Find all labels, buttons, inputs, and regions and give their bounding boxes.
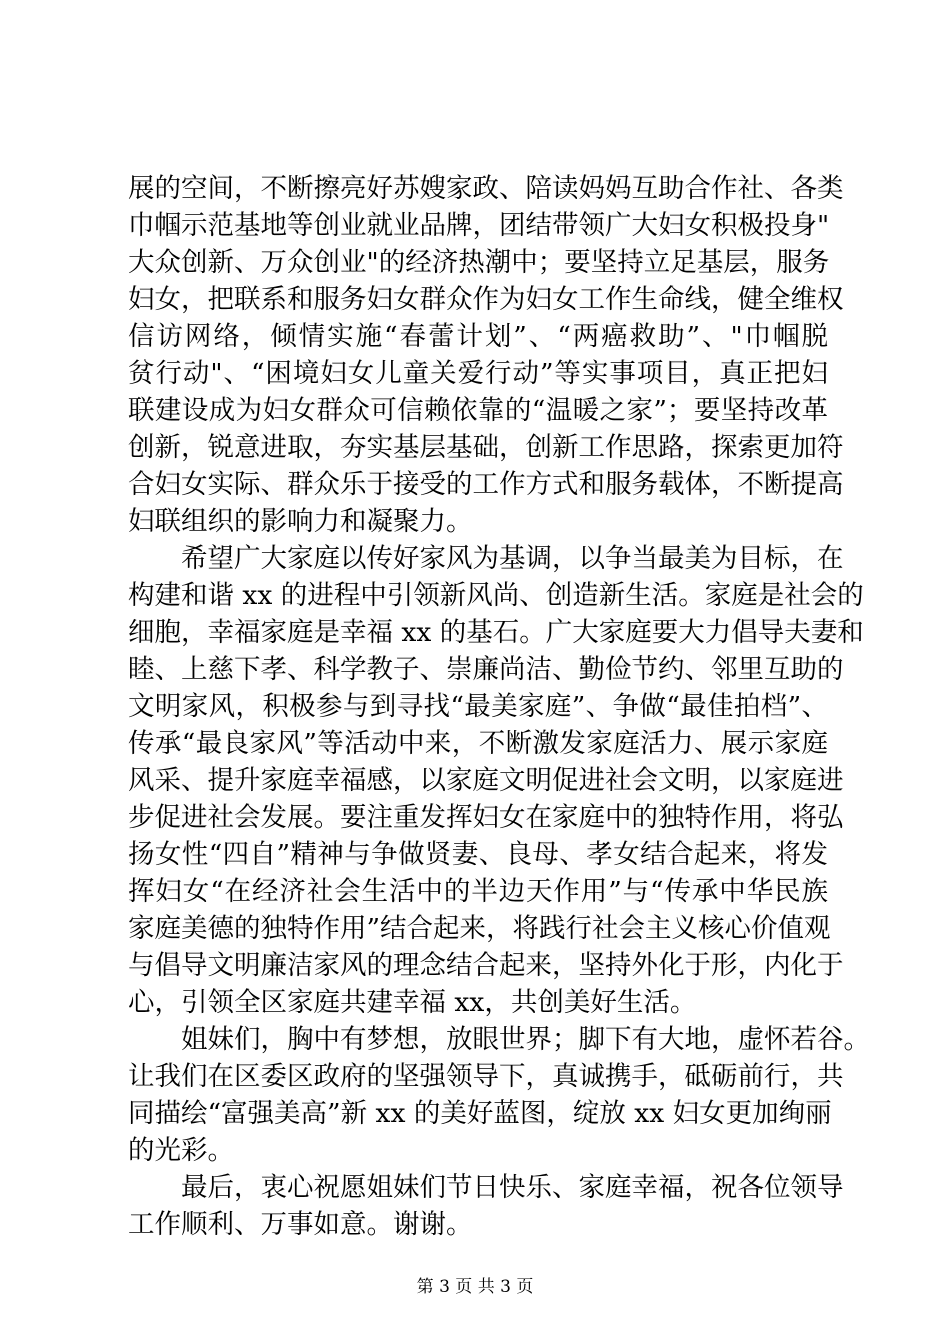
text-line: 姐妹们，胸中有梦想，放眼世界；脚下有大地，虚怀若谷。 [181, 1024, 870, 1055]
text-line: 与倡导文明廉洁家风的理念结合起来，坚持外化于形，内化于 [128, 950, 844, 981]
text-line: 步促进社会发展。要注重发挥妇女在家庭中的独特作用，将弘 [128, 802, 844, 833]
text-line: 最后，衷心祝愿姐妹们节日快乐、家庭幸福，祝各位领导 [181, 1172, 844, 1203]
text-line: 妇联组织的影响力和凝聚力。 [128, 506, 473, 537]
text-line: 的光彩。 [128, 1135, 234, 1166]
text-line: 挥妇女“在经济社会生活中的半边天作用”与“传承中华民族 [128, 876, 828, 907]
paragraph [128, 170, 844, 540]
text-line: 心，引领全区家庭共建幸福 xx，共创美好生活。 [128, 987, 697, 1018]
text-line: 睦、上慈下孝、科学教子、崇廉尚洁、勤俭节约、邻里互助的 [128, 654, 844, 685]
text-line: 创新，锐意进取，夯实基层基础，创新工作思路，探索更加符 [128, 432, 844, 463]
text-line: 构建和谐 xx 的进程中引领新风尚、创造新生活。家庭是社会的 [128, 580, 864, 611]
text-line: 合妇女实际、群众乐于接受的工作方式和服务载体，不断提高 [128, 469, 844, 500]
text-line: 让我们在区委区政府的坚强领导下，真诚携手，砥砺前行，共 [128, 1061, 844, 1092]
text-line: 文明家风，积极参与到寻找“最美家庭”、争做“最佳拍档”、 [128, 691, 828, 722]
text-line: 同描绘“富强美高”新 xx 的美好蓝图，绽放 xx 妇女更加绚丽 [128, 1098, 832, 1129]
document-body [128, 170, 870, 1243]
text-line: 工作顺利、万事如意。谢谢。 [128, 1209, 473, 1240]
text-line: 扬女性“四自”精神与争做贤妻、良母、孝女结合起来，将发 [128, 839, 828, 870]
text-line: 联建设成为妇女群众可信赖依靠的“温暖之家”；要坚持改革 [128, 395, 828, 426]
text-line: 展的空间，不断擦亮好苏嫂家政、陪读妈妈互助合作社、各类 [128, 173, 844, 204]
text-line: 家庭美德的独特作用”结合起来，将践行社会主义核心价值观 [128, 913, 831, 944]
text-line: 信访网络，倾情实施“春蕾计划”、“两癌救助”、"巾帼脱 [128, 321, 828, 352]
text-line: 风采、提升家庭幸福感，以家庭文明促进社会文明，以家庭进 [128, 765, 844, 796]
text-line: 细胞，幸福家庭是幸福 xx 的基石。广大家庭要大力倡导夫妻和 [128, 617, 864, 648]
text-line: 贫行动"、“困境妇女儿童关爱行动”等实事项目，真正把妇 [128, 358, 828, 389]
text-line: 大众创新、万众创业"的经济热潮中；要坚持立足基层，服务 [128, 247, 830, 278]
text-line: 传承“最良家风”等活动中来，不断激发家庭活力、展示家庭 [128, 728, 828, 759]
text-line: 巾帼示范基地等创业就业品牌，团结带领广大妇女积极投身" [128, 210, 830, 241]
text-line: 妇女，把联系和服务妇女群众作为妇女工作生命线，健全维权 [128, 284, 844, 315]
paragraph [128, 540, 864, 1021]
paragraph [128, 1021, 870, 1169]
paragraph [128, 1169, 844, 1243]
page-footer: 第 3 页 共 3 页 [416, 1277, 534, 1297]
text-line: 希望广大家庭以传好家风为基调，以争当最美为目标，在 [181, 543, 844, 574]
